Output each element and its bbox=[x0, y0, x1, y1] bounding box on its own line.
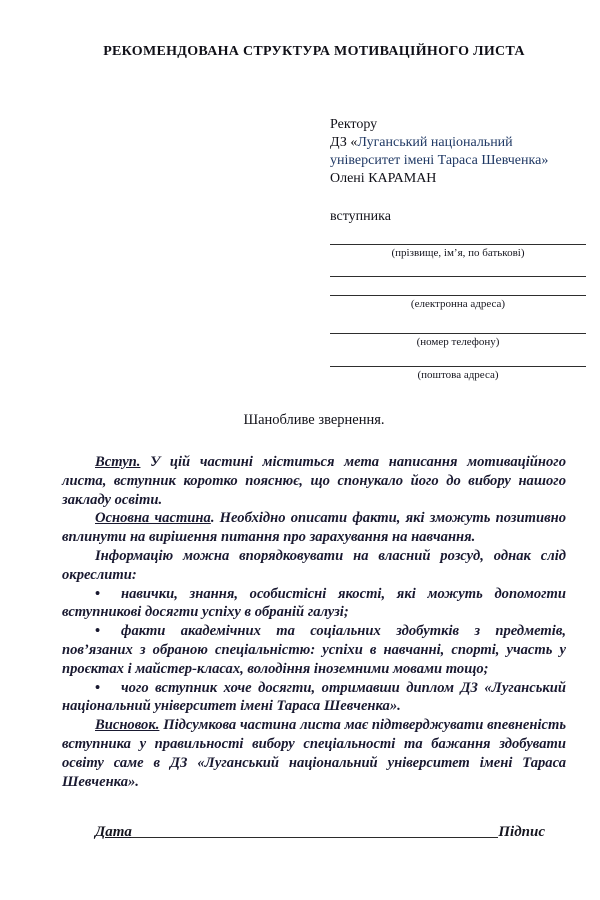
email-field-caption: (електронна адреса) bbox=[410, 298, 506, 310]
phone-field-caption: (номер телефону) bbox=[416, 336, 500, 348]
org-prefix: ДЗ « bbox=[330, 135, 358, 150]
bullet-icon: • bbox=[95, 623, 101, 640]
extra-fill-line bbox=[330, 276, 586, 277]
name-field-caption: (прізвище, ім’я, по батькові) bbox=[391, 247, 525, 259]
date-signature-row bbox=[95, 824, 545, 841]
paragraph-intro bbox=[62, 453, 566, 509]
paragraph-main bbox=[62, 509, 566, 547]
conclusion-text: Підсумкова частина листа має підтверджувати впевненість вступника у правильності вибору спеціальності та бажання здобувати освіту саме в ДЗ «Луганський національний університет імені Тараса Шевченка». bbox=[62, 717, 566, 790]
salutation: Шанобливе звернення. bbox=[243, 412, 385, 428]
recipient-to: Ректору bbox=[330, 117, 378, 132]
recipient-and-form-block bbox=[330, 116, 586, 382]
bullet-text: навички, знання, особистісні якості, які можуть допомогти вступникові досягти успіху в обраній галузі; bbox=[62, 585, 566, 621]
bullet-item-goals bbox=[62, 679, 566, 717]
bullet-icon: • bbox=[95, 585, 101, 602]
letter-body bbox=[62, 412, 566, 791]
recipient-org-line1 bbox=[330, 134, 586, 152]
intro-lead: Вступ. bbox=[95, 454, 141, 470]
bullet-text: чого вступник хоче досягти, отримавши диплом ДЗ «Луганський національний університет імені Тараса Шевченка». bbox=[62, 679, 566, 715]
paragraph-ordering-note: Інформацію можна впорядковувати на власний розсуд, однак слід окреслити: bbox=[62, 547, 566, 583]
bullet-text: факти академічних та соціальних здобутків з предметів, пов’язаних з обраною спеціальністю: успіхи в навчанні, спорті, участь у проєктах і майстер-класах, володіння іноземними мовами тощо; bbox=[62, 623, 566, 677]
main-lead: Основна частина bbox=[95, 510, 211, 527]
conclusion-lead: Висновок. bbox=[95, 717, 160, 734]
date-signature-fill-line bbox=[132, 833, 498, 838]
bullet-item-achievements bbox=[62, 622, 566, 678]
recipient-person: Олені КАРАМАН bbox=[330, 171, 437, 186]
page-title: РЕКОМЕНДОВАНА СТРУКТУРА МОТИВАЦІЙНОГО ЛИСТА bbox=[103, 44, 525, 59]
postal-field-caption: (поштова адреса) bbox=[417, 369, 499, 381]
bullet-item-skills bbox=[62, 585, 566, 623]
recipient-org-line2 bbox=[330, 152, 586, 170]
bullet-icon: • bbox=[95, 679, 101, 696]
intro-text: У цій частині міститься мета написання мотиваційного листа, вступник коротко пояснює, що спонукало його до вибору нашого закладу освіти. bbox=[62, 454, 566, 508]
org-name-part1: Луганський національний bbox=[357, 135, 513, 150]
signature-label: Підпис bbox=[498, 824, 545, 840]
paragraph-conclusion bbox=[62, 716, 566, 791]
applicant-label: вступника bbox=[330, 209, 391, 224]
main-text: . Необхідно описати факти, які зможуть позитивно вплинути на вирішення питання про зарахування на навчання. bbox=[62, 510, 566, 546]
org-name-part2: університет імені Тараса Шевченка» bbox=[330, 153, 549, 168]
date-label: Дата bbox=[95, 824, 132, 840]
